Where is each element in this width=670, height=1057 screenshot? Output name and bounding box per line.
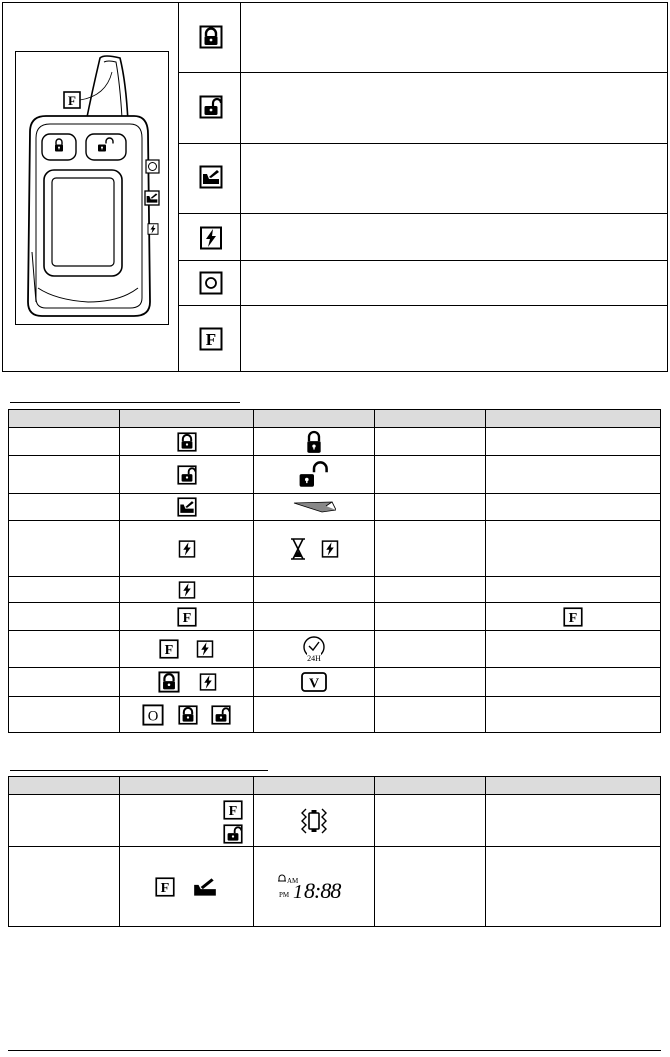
- circle-button-icon: [199, 271, 223, 295]
- function-table-2: [8, 776, 661, 927]
- section-2-title-underline: [10, 766, 268, 771]
- function-table-1: [8, 409, 661, 733]
- unlock-icon: [199, 95, 223, 119]
- vibrate-icon: [297, 806, 331, 836]
- remote-illustration-frame: [15, 51, 169, 325]
- remote-side-circle-button: [146, 160, 159, 173]
- valet-v-icon: [301, 672, 327, 692]
- button-legend-table: [2, 2, 668, 372]
- function-f-icon: [177, 607, 197, 627]
- table-header-row: [9, 410, 661, 428]
- unlock-icon: [223, 824, 243, 844]
- lcd-clock-display: [276, 873, 352, 901]
- legend-row-divider: [179, 72, 667, 73]
- lock-icon: [178, 705, 198, 725]
- o-button-icon: [142, 704, 164, 726]
- table-row: [9, 521, 661, 577]
- legend-row-divider: [179, 305, 667, 306]
- svg-text:8:88: 8:88: [304, 877, 341, 901]
- legend-description-column: [241, 3, 667, 371]
- svg-text:O: O: [147, 708, 159, 724]
- lightning-icon: [199, 226, 223, 250]
- svg-text:PM: PM: [279, 890, 290, 899]
- unlock-icon: [211, 705, 231, 725]
- table-row: [9, 795, 661, 847]
- trunk-icon: [192, 876, 218, 898]
- remote-illustration-cell: [3, 3, 179, 371]
- lightning-icon: [199, 670, 217, 694]
- trunk-icon: [177, 497, 197, 517]
- function-f-icon: [563, 607, 583, 627]
- svg-text:1: 1: [293, 880, 303, 901]
- legend-row-divider: [179, 143, 667, 144]
- lock-icon: [199, 25, 223, 49]
- table-row: [9, 697, 661, 733]
- trunk-open-display-icon: [292, 499, 336, 515]
- legend-row-divider: [179, 260, 667, 261]
- lock-icon: [177, 432, 197, 452]
- lightning-icon: [196, 637, 214, 661]
- lightning-display-icon: [321, 537, 339, 561]
- svg-text:24H: 24H: [307, 654, 321, 663]
- function-f-icon: [159, 639, 179, 659]
- table-row: [9, 428, 661, 456]
- unlock-display-icon: [296, 460, 332, 490]
- table-row: [9, 847, 661, 927]
- remote-control-illustration: [16, 52, 168, 324]
- function-f-icon: [199, 327, 223, 351]
- table-row: [9, 603, 661, 631]
- function-f-icon: [223, 800, 243, 820]
- remote-f-label-text: F: [68, 93, 76, 108]
- page-footer-rule: [8, 1050, 661, 1051]
- lightning-icon: [178, 578, 196, 602]
- unlock-icon: [177, 465, 197, 485]
- lock-display-icon: [304, 429, 324, 455]
- lightning-icon: [178, 535, 196, 563]
- svg-text:AM: AM: [287, 876, 299, 885]
- function-f-icon: [155, 877, 175, 897]
- timer-24h-icon: [300, 635, 328, 663]
- table-row: [9, 456, 661, 494]
- remote-side-lightning-button: [148, 224, 158, 235]
- lock-icon: [156, 671, 182, 693]
- table-row: [9, 577, 661, 603]
- legend-row-divider: [179, 213, 667, 214]
- table-row: [9, 668, 661, 697]
- section-1-title-underline: [10, 398, 240, 403]
- hourglass-icon: [289, 538, 307, 560]
- svg-text:V: V: [308, 676, 320, 692]
- remote-side-trunk-button: [145, 191, 159, 205]
- trunk-icon: [199, 165, 223, 189]
- table-row: [9, 631, 661, 668]
- table-header-row: [9, 777, 661, 795]
- table-row: [9, 494, 661, 521]
